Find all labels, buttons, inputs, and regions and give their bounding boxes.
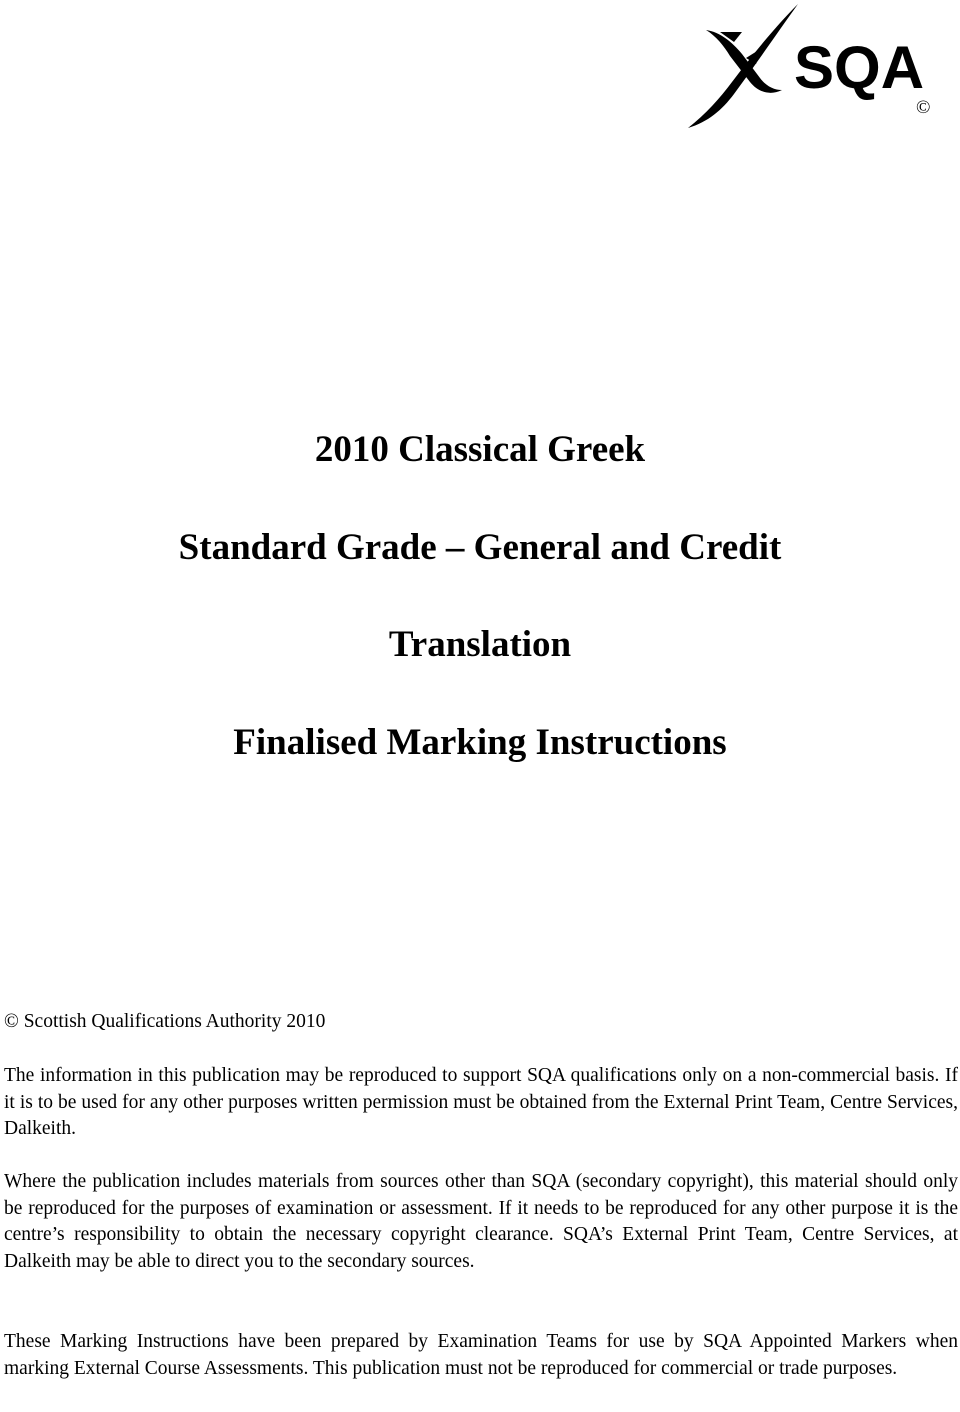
paragraph-text: Where the publication includes materials from sources other than SQA (secondary copyright), this material should only be reproduced for the purposes of examination or assessment. If it needs to be reproduced for any other purpose it is the centre’s responsibility to obtain the necessary copyright clearance. SQA’s External Print Team, Centre Services, at Dalkeith may be able to direct you to the secondary sources. bbox=[4, 1171, 958, 1272]
paragraph-text: These Marking Instructions have been prepared by Examination Teams for use by SQA Appointed Markers when marking External Course Assessments. This publication must not be reproduced for commercial or trade purposes. bbox=[4, 1331, 958, 1379]
secondary-copyright-paragraph bbox=[4, 1169, 958, 1275]
document-title-paper: Translation bbox=[388, 624, 572, 665]
document-title-year-subject: 2010 Classical Greek bbox=[314, 429, 646, 470]
sqa-logo-icon bbox=[686, 2, 926, 130]
corner-copyright-symbol: © bbox=[916, 97, 931, 118]
svg-text:SQA: SQA bbox=[794, 34, 925, 101]
reproduction-paragraph bbox=[4, 1063, 958, 1143]
marking-instructions-paragraph bbox=[4, 1329, 958, 1382]
document-title-level: Standard Grade – General and Credit bbox=[178, 527, 782, 568]
sqa-logo bbox=[686, 2, 926, 130]
paragraph-text: The information in this publication may be reproduced to support SQA qualifications only on a non-commercial basis. If it is to be used for any other purposes written permission must be obtained from the External Print Team, Centre Services, Dalkeith. bbox=[4, 1065, 958, 1139]
document-title-type: Finalised Marking Instructions bbox=[233, 722, 727, 763]
copyright-notice: © Scottish Qualifications Authority 2010 bbox=[4, 1011, 326, 1032]
